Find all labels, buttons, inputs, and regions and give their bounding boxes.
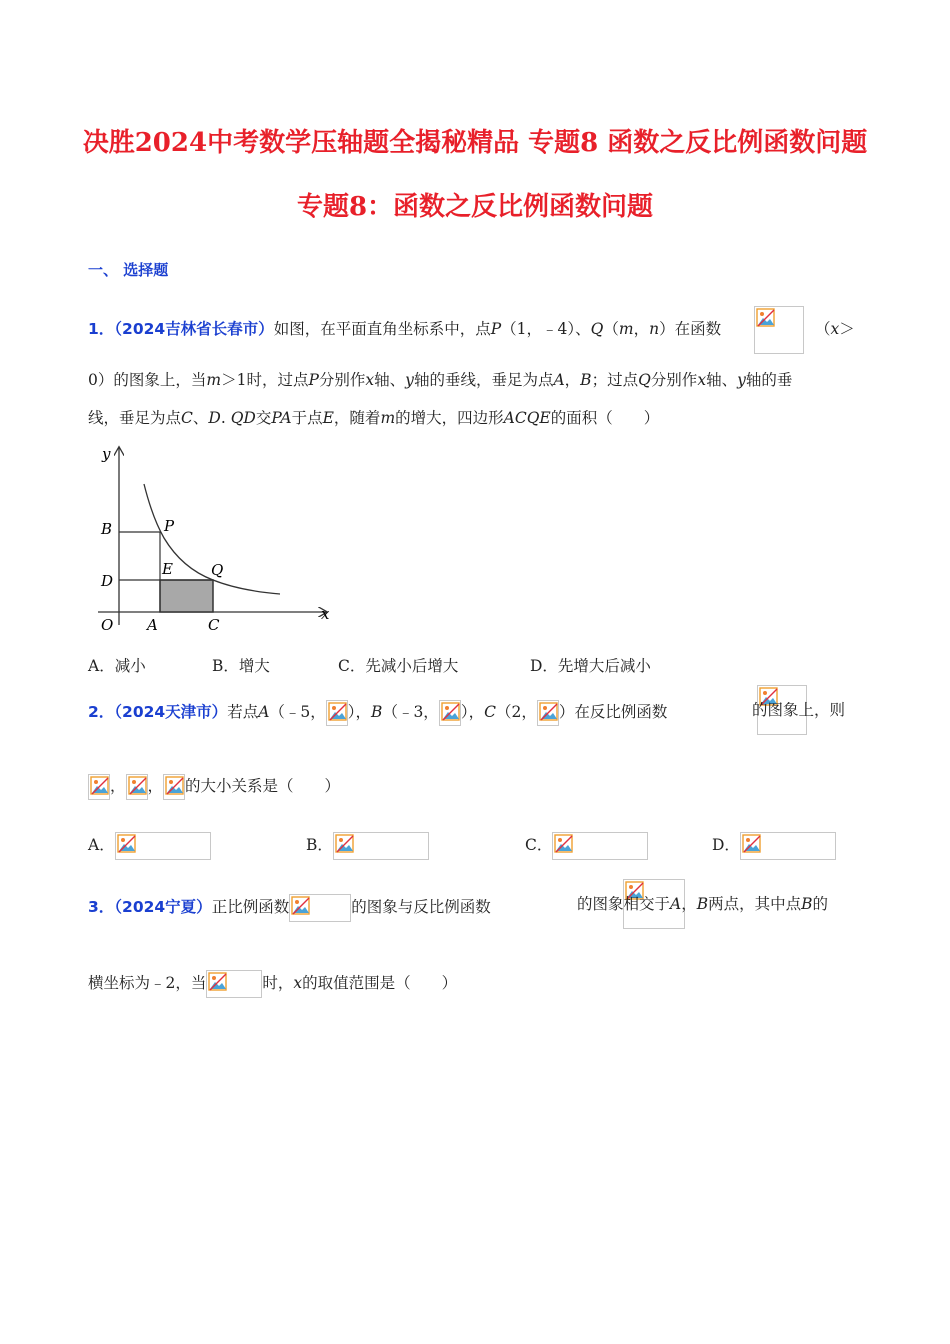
q1-option-b[interactable]: B．增大 <box>212 657 270 675</box>
q2-y2-image <box>439 700 461 726</box>
broken-image-icon <box>539 702 559 722</box>
label-B: B <box>101 520 113 538</box>
broken-image-icon <box>165 776 185 796</box>
label-O: O <box>101 616 114 634</box>
q3-condition-image <box>206 970 262 998</box>
label-A: A <box>147 616 158 634</box>
q2-line1: 2．（2024天津市）若点A（﹣5， ），B（﹣3， ），C（2， ）在反比例函数 <box>88 700 667 726</box>
q1-function-image <box>754 306 804 354</box>
q2-source: （2024天津市） <box>114 703 228 721</box>
label-E: E <box>162 560 173 578</box>
q1-figure <box>88 440 348 640</box>
q1-line1-tail: （x＞ <box>815 320 855 338</box>
q3-line1-tail: 的图象相交于A，B两点，其中点B的 <box>577 895 829 913</box>
q2-number: 2． <box>88 703 115 721</box>
q2-line2: ， ， 的大小关系是（ ） <box>88 774 340 800</box>
q1-line3: 线，垂足为点C、D. QD交PA于点E，随着m的增大，四边形ACQE的面积（ ） <box>88 409 660 427</box>
label-C: C <box>208 616 220 634</box>
q3-line1: 3．（2024宁夏）正比例函数 的图象与反比例函数 <box>88 894 491 922</box>
q3-direct-function-image <box>289 894 351 922</box>
q2-option-d[interactable]: D． <box>712 832 836 860</box>
q2-option-c-image <box>552 832 648 860</box>
q3-source: （2024宁夏） <box>114 898 212 916</box>
broken-image-icon <box>335 834 355 854</box>
q1-line1: 1．（2024吉林省长春市）如图，在平面直角坐标系中，点P（1，﹣4）、Q（m，n）在函数 <box>88 320 722 338</box>
q2-option-c[interactable]: C． <box>525 832 648 860</box>
broken-image-icon <box>291 896 311 916</box>
q2-option-d-image <box>740 832 836 860</box>
q1-source: （2024吉林省长春市） <box>114 320 274 338</box>
broken-image-icon <box>328 702 348 722</box>
label-y: y <box>102 445 111 463</box>
q2-y2-ref-image <box>126 774 148 800</box>
q1-option-c[interactable]: C．先减小后增大 <box>338 657 459 675</box>
q2-y3-ref-image <box>163 774 185 800</box>
document-title: 决胜2024中考数学压轴题全揭秘精品 专题8 函数之反比例函数问题 <box>82 128 868 158</box>
broken-image-icon <box>117 834 137 854</box>
q3-number: 3． <box>88 898 115 916</box>
broken-image-icon <box>441 702 461 722</box>
q2-y1-image <box>326 700 348 726</box>
q2-line1-tail: 的图象上，则 <box>752 701 846 719</box>
q2-option-a-image <box>115 832 211 860</box>
label-P: P <box>164 517 175 535</box>
q2-option-a[interactable]: A． <box>88 832 211 860</box>
broken-image-icon <box>90 776 110 796</box>
q3-line2: 横坐标为﹣2，当 时，x的取值范围是（ ） <box>88 970 457 998</box>
document-subtitle: 专题8：函数之反比例函数问题 <box>296 192 654 222</box>
q2-y1-ref-image <box>88 774 110 800</box>
shaded-quadrilateral-ACQE <box>160 580 213 612</box>
label-Q: Q <box>211 561 224 579</box>
q1-option-d[interactable]: D．先增大后减小 <box>530 657 651 675</box>
broken-image-icon <box>742 834 762 854</box>
label-D: D <box>101 572 114 590</box>
q1-number: 1． <box>88 320 115 338</box>
q2-option-b-image <box>333 832 429 860</box>
q2-y3-image <box>537 700 559 726</box>
broken-image-icon <box>554 834 574 854</box>
broken-image-icon <box>756 308 776 328</box>
q1-line2: 0）的图象上，当m＞1时，过点P分别作x轴、y轴的垂线，垂足为点A，B；过点Q分别作x轴、y轴的垂 <box>88 371 793 389</box>
broken-image-icon <box>208 972 228 992</box>
broken-image-icon <box>128 776 148 796</box>
q2-option-b[interactable]: B． <box>306 832 429 860</box>
section-heading: 一、 选择题 <box>88 261 169 279</box>
label-x: x <box>321 605 330 623</box>
q1-option-a[interactable]: A．减小 <box>88 657 146 675</box>
